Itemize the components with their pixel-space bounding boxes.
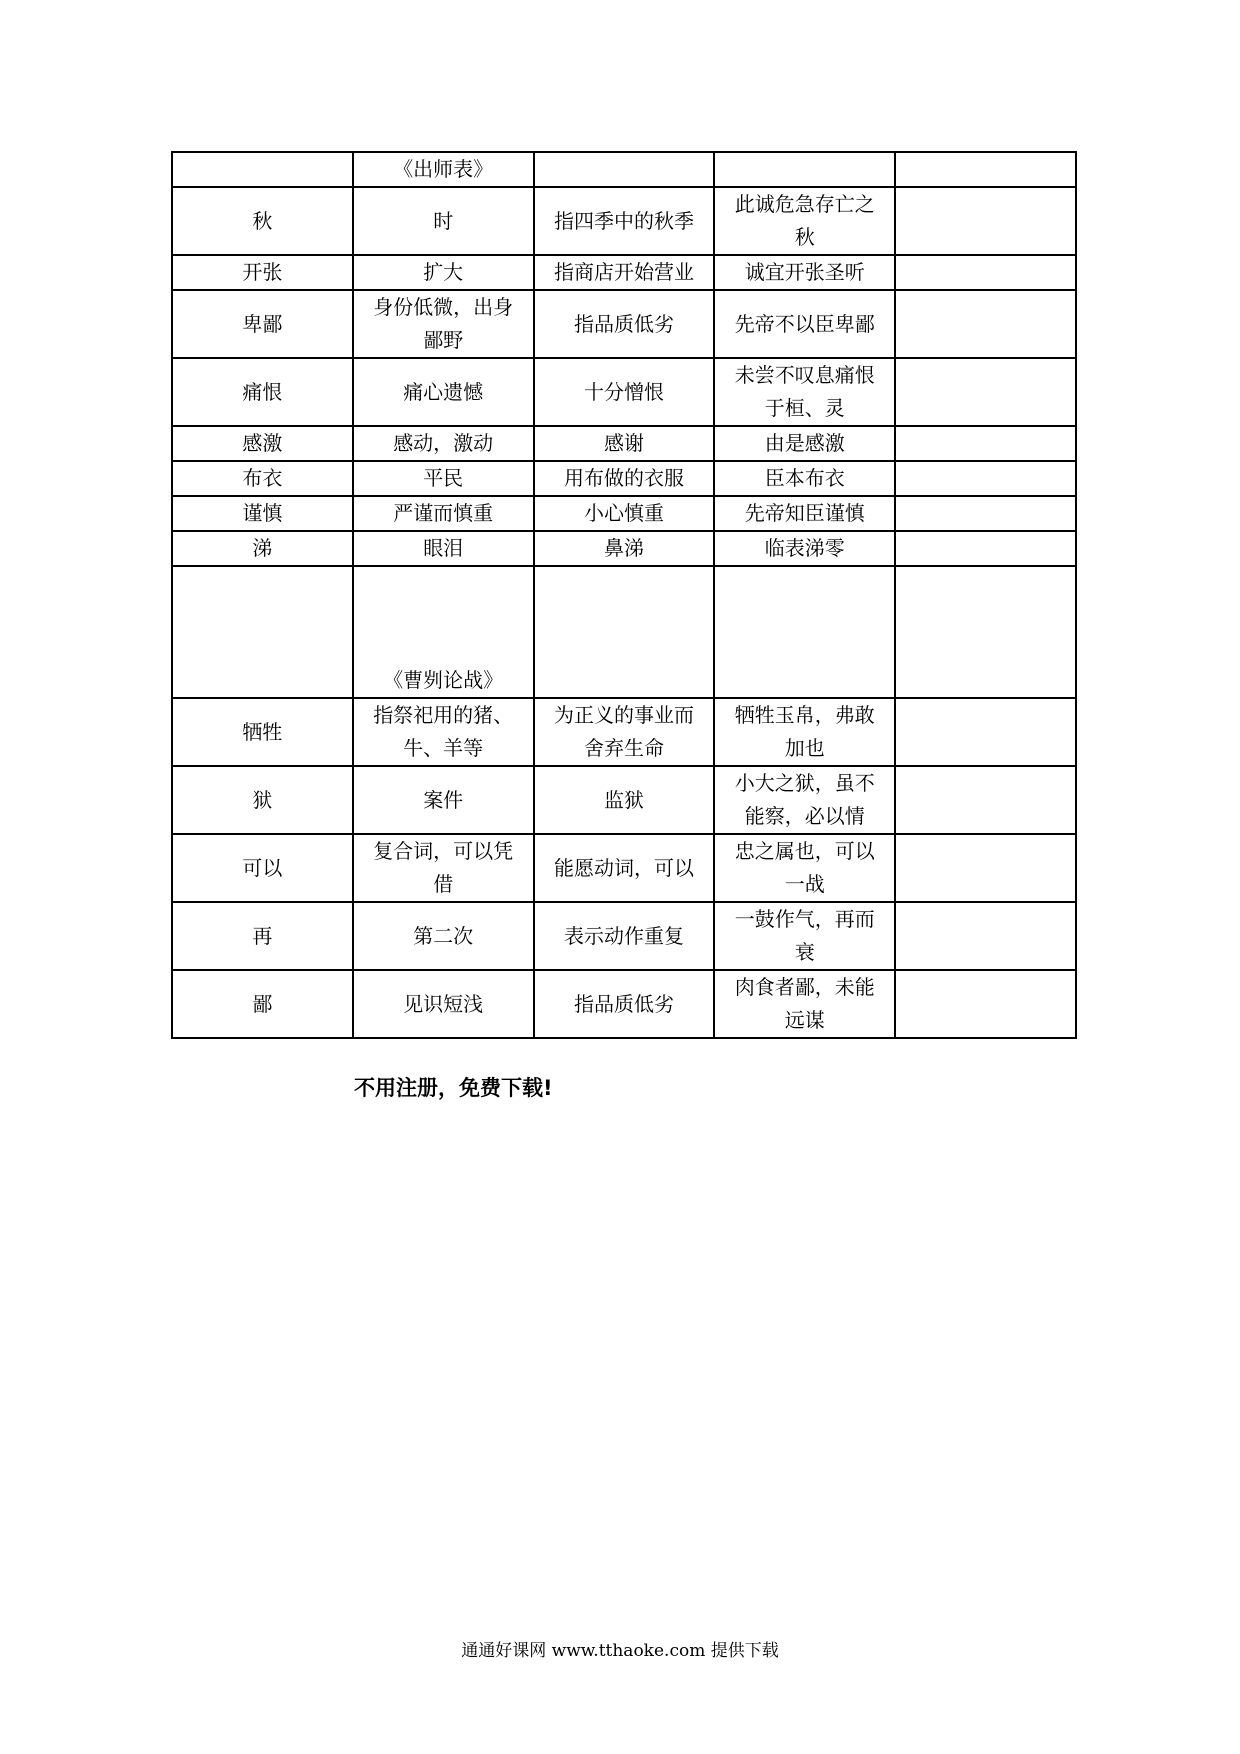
modern-meaning-cell: 十分憎恨 [534, 358, 715, 426]
word-cell: 牺牲 [172, 698, 353, 766]
modern-meaning-cell: 指四季中的秋季 [534, 187, 715, 255]
note-cell [895, 461, 1076, 496]
table-cell [172, 152, 353, 187]
table-cell [172, 566, 353, 698]
example-cell: 先帝知臣谨慎 [714, 496, 895, 531]
table-row [172, 766, 1076, 834]
table-row [172, 834, 1076, 902]
table-cell [895, 152, 1076, 187]
note-cell [895, 531, 1076, 566]
table-row [172, 187, 1076, 255]
word-cell: 秋 [172, 187, 353, 255]
example-cell: 先帝不以臣卑鄙 [714, 290, 895, 358]
table-cell [714, 152, 895, 187]
note-cell [895, 290, 1076, 358]
note-cell [895, 426, 1076, 461]
example-cell: 小大之狱，虽不能察，必以情 [714, 766, 895, 834]
ancient-meaning-cell: 严谨而慎重 [353, 496, 534, 531]
ancient-meaning-cell: 痛心遗憾 [353, 358, 534, 426]
word-cell: 卑鄙 [172, 290, 353, 358]
word-cell: 痛恨 [172, 358, 353, 426]
example-cell: 此诚危急存亡之秋 [714, 187, 895, 255]
example-cell: 由是感激 [714, 426, 895, 461]
vocab-table [171, 151, 1077, 1039]
word-cell: 狱 [172, 766, 353, 834]
example-cell: 肉食者鄙，未能远谋 [714, 970, 895, 1038]
section-title-row [172, 152, 1076, 187]
note-cell [895, 902, 1076, 970]
ancient-meaning-cell: 眼泪 [353, 531, 534, 566]
note-cell [895, 834, 1076, 902]
note-cell [895, 766, 1076, 834]
table-row [172, 358, 1076, 426]
word-cell: 鄙 [172, 970, 353, 1038]
ancient-meaning-cell: 时 [353, 187, 534, 255]
example-cell: 一鼓作气，再而衰 [714, 902, 895, 970]
table-row [172, 426, 1076, 461]
section-title-row [172, 566, 1076, 698]
example-cell: 诚宜开张圣听 [714, 255, 895, 290]
note-cell [895, 970, 1076, 1038]
note-cell [895, 698, 1076, 766]
table-body [172, 152, 1076, 1038]
note-cell [895, 255, 1076, 290]
table-cell [714, 566, 895, 698]
example-cell: 忠之属也，可以一战 [714, 834, 895, 902]
example-cell: 牺牲玉帛，弗敢加也 [714, 698, 895, 766]
ancient-meaning-cell: 平民 [353, 461, 534, 496]
modern-meaning-cell: 鼻涕 [534, 531, 715, 566]
table-row [172, 698, 1076, 766]
modern-meaning-cell: 为正义的事业而舍弃生命 [534, 698, 715, 766]
table-cell [534, 566, 715, 698]
modern-meaning-cell: 监狱 [534, 766, 715, 834]
footer-text: 通通好课网 www.tthaoke.com 提供下载 [461, 1641, 779, 1661]
table-row [172, 902, 1076, 970]
table-cell [534, 152, 715, 187]
note-cell [895, 187, 1076, 255]
word-cell: 布衣 [172, 461, 353, 496]
table-row [172, 531, 1076, 566]
promo-text: 不用注册，免费下载! [354, 1076, 553, 1100]
ancient-meaning-cell: 感动，激动 [353, 426, 534, 461]
ancient-meaning-cell: 扩大 [353, 255, 534, 290]
example-cell: 臣本布衣 [714, 461, 895, 496]
section-title: 《出师表》 [353, 152, 534, 187]
table-row [172, 496, 1076, 531]
modern-meaning-cell: 用布做的衣服 [534, 461, 715, 496]
modern-meaning-cell: 指品质低劣 [534, 290, 715, 358]
modern-meaning-cell: 感谢 [534, 426, 715, 461]
word-cell: 谨慎 [172, 496, 353, 531]
word-cell: 涕 [172, 531, 353, 566]
modern-meaning-cell: 指商店开始营业 [534, 255, 715, 290]
table-row [172, 290, 1076, 358]
note-cell [895, 496, 1076, 531]
word-cell: 可以 [172, 834, 353, 902]
ancient-meaning-cell: 第二次 [353, 902, 534, 970]
table-row [172, 255, 1076, 290]
example-cell: 未尝不叹息痛恨于桓、灵 [714, 358, 895, 426]
word-cell: 开张 [172, 255, 353, 290]
example-cell: 临表涕零 [714, 531, 895, 566]
ancient-meaning-cell: 指祭祀用的猪、牛、羊等 [353, 698, 534, 766]
table-row [172, 970, 1076, 1038]
section-title: 《曹刿论战》 [353, 566, 534, 698]
modern-meaning-cell: 能愿动词，可以 [534, 834, 715, 902]
word-cell: 再 [172, 902, 353, 970]
table-row [172, 461, 1076, 496]
ancient-meaning-cell: 见识短浅 [353, 970, 534, 1038]
modern-meaning-cell: 指品质低劣 [534, 970, 715, 1038]
ancient-meaning-cell: 案件 [353, 766, 534, 834]
note-cell [895, 358, 1076, 426]
table-cell [895, 566, 1076, 698]
ancient-meaning-cell: 复合词，可以凭借 [353, 834, 534, 902]
word-cell: 感激 [172, 426, 353, 461]
ancient-meaning-cell: 身份低微，出身鄙野 [353, 290, 534, 358]
modern-meaning-cell: 表示动作重复 [534, 902, 715, 970]
modern-meaning-cell: 小心慎重 [534, 496, 715, 531]
